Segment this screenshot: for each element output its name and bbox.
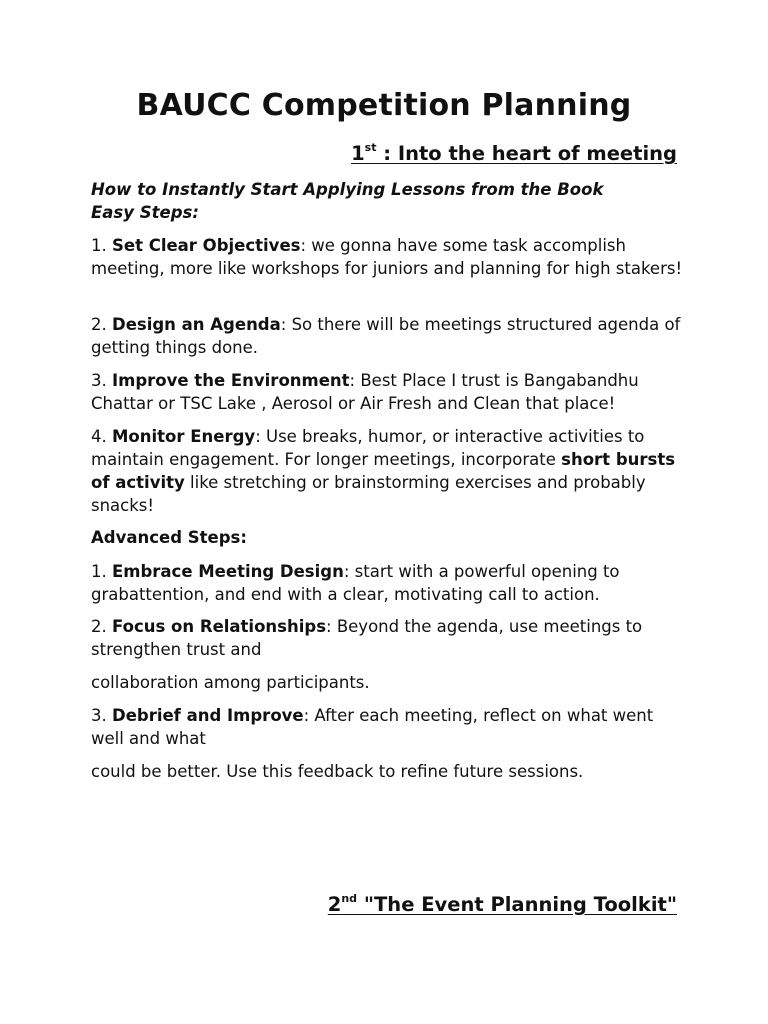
advanced-step-3-text: : After each meeting, reflect on what went well and what: [91, 706, 654, 748]
easy-step-3-number: 3.: [91, 371, 112, 390]
intro-line-2: Easy Steps:: [91, 203, 199, 222]
section-1-ordinal-suffix: st: [364, 141, 377, 154]
intro-heading: [91, 178, 691, 224]
easy-step-1-label: Set Clear Objectives: [112, 236, 301, 255]
advanced-step-3-number: 3.: [91, 706, 112, 725]
easy-step-4-text-a: : Use breaks, humor, or interactive activities to maintain engagement. For longer meetings, incorporate: [91, 427, 645, 469]
easy-step-4-text-b: like stretching or brainstorming exercises and probably snacks!: [91, 473, 646, 515]
advanced-step-3: [91, 704, 691, 750]
easy-step-1-number: 1.: [91, 236, 112, 255]
advanced-step-1: [91, 560, 691, 606]
advanced-step-1-number: 1.: [91, 562, 112, 581]
advanced-step-2-label: Focus on Relationships: [112, 617, 327, 636]
advanced-step-2-number: 2.: [91, 617, 112, 636]
easy-step-3: [91, 369, 691, 415]
section-heading-2: [328, 893, 677, 916]
easy-step-2-label: Design an Agenda: [112, 315, 281, 334]
easy-step-2-number: 2.: [91, 315, 112, 334]
advanced-step-3-label: Debrief and Improve: [112, 706, 304, 725]
advanced-step-2-text: : Beyond the agenda, use meetings to strengthen trust and: [91, 617, 643, 659]
easy-step-3-text: : Best Place I trust is Bangabandhu Chattar or TSC Lake , Aerosol or Air Fresh and Clean that place!: [91, 371, 639, 413]
advanced-step-1-label: Embrace Meeting Design: [112, 562, 344, 581]
section-2-ordinal-suffix: nd: [341, 892, 358, 905]
document-title: BAUCC Competition Planning: [136, 88, 632, 123]
easy-step-4: [91, 425, 691, 517]
easy-step-1: [91, 234, 691, 280]
easy-step-4-label: Monitor Energy: [112, 427, 256, 446]
section-heading-1: [351, 142, 677, 165]
advanced-step-2: [91, 615, 691, 661]
easy-step-2-text: : So there will be meetings structured agenda of getting things done.: [91, 315, 681, 357]
advanced-step-3-continuation: could be better. Use this feedback to refine future sessions.: [91, 762, 584, 781]
section-1-ordinal: 1: [351, 142, 365, 165]
easy-step-4-number: 4.: [91, 427, 112, 446]
easy-step-2: [91, 313, 691, 359]
advanced-step-1-text: : start with a powerful opening to grabattention, and end with a clear, motivating call to action.: [91, 562, 620, 604]
easy-step-1-text: : we gonna have some task accomplish meeting, more like workshops for juniors and planning for high stakers!: [91, 236, 683, 278]
easy-step-3-label: Improve the Environment: [112, 371, 350, 390]
advanced-steps-heading: Advanced Steps:: [91, 528, 247, 547]
intro-line-1: How to Instantly Start Applying Lessons from the Book: [91, 180, 604, 199]
advanced-step-2-continuation: collaboration among participants.: [91, 673, 370, 692]
section-2-title: "The Event Planning Toolkit": [357, 893, 677, 916]
section-2-ordinal: 2: [327, 893, 342, 916]
easy-step-4-emphasis: short bursts of activity: [91, 450, 676, 492]
section-1-title: : Into the heart of meeting: [376, 142, 677, 165]
